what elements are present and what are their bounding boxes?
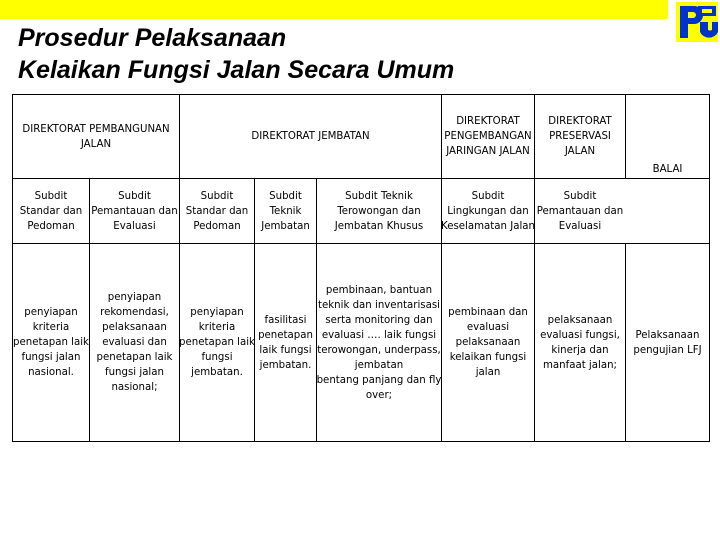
subdit-standar-pedoman-jembatan [180,179,254,243]
text-line: DIREKTORAT PEMBANGUNAN [22,123,170,135]
title-line-1: Prosedur Pelaksanaan [18,24,287,52]
text-line: bentang panjang dan fly [316,374,442,386]
text-line: DIREKTORAT JEMBATAN [251,131,370,142]
text-line: serta monitoring dan [325,314,433,326]
text-line: JALAN [80,138,112,150]
text-line: Evaluasi [558,220,602,232]
text-line: terowongan, underpass, [317,344,441,356]
text-line: penyiapan [190,307,244,318]
subdit-standar-pedoman-jalan [13,179,89,243]
task-balai [626,244,709,441]
text-line: kriteria [198,322,236,333]
task-standar-pedoman-jembatan [180,244,254,441]
table-border-right [709,94,710,442]
table-border-bottom [12,441,710,442]
task-teknik-jembatan [255,244,316,441]
text-line: Terowongan dan [337,205,421,217]
text-line: pembinaan, bantuan [325,284,433,296]
text-line: BALAI [652,163,683,175]
text-line: Pelaksanaan [635,329,700,341]
text-line: penetapan laik [96,352,173,363]
task-lingkungan-keselamatan [442,244,534,441]
text-line: jembatan. [259,359,312,371]
text-line: Jembatan Khusus [334,220,424,232]
text-line: manfaat jalan; [543,359,617,371]
text-line: Teknik [269,205,302,217]
text-line: Subdit [563,190,597,202]
text-line: Standar dan [19,205,83,217]
text-line: JALAN [564,146,596,157]
text-line: fungsi jalan [21,352,81,363]
page-title [18,22,658,86]
text-line: jembatan [354,359,404,371]
text-line: Evaluasi [113,220,156,232]
ministry-logo-icon [674,0,720,44]
text-line: DIREKTORAT [548,116,612,127]
text-line: PENGEMBANGAN [444,131,532,142]
text-line: rekomendasi, [100,307,169,318]
text-line: Subdit [471,190,505,202]
text-line: penetapan [258,329,313,341]
text-line: kriteria [32,322,70,333]
text-line: Keselamatan Jalan [441,220,535,232]
subdit-pemantauan-evaluasi-preservasi [535,179,625,243]
text-line: jalan [475,367,501,378]
task-pemantauan-evaluasi-jalan [90,244,179,441]
text-line: Subdit [269,190,302,202]
balai-label [626,160,709,178]
text-line: over; [365,389,393,401]
text-line: evaluasi …. laik fungsi [321,329,437,341]
text-line: penyiapan [107,292,162,303]
text-line: pembinaan dan [448,307,528,318]
text-line: penetapan laik [13,337,89,348]
task-pemantauan-evaluasi-preservasi [535,244,625,441]
text-line: evaluasi [466,322,510,333]
task-standar-pedoman-jalan [13,244,89,441]
text-line: fungsi [201,352,233,363]
text-line: Pedoman [193,220,241,232]
text-line: fasilitasi [264,314,307,326]
text-line: DIREKTORAT [456,116,520,127]
subdit-teknik-jembatan [255,179,316,243]
directorate-preservasi-jalan [535,95,625,178]
text-line: Standar dan [185,205,249,217]
text-line: JARINGAN JALAN [446,146,530,157]
text-line: nasional; [111,382,158,393]
top-accent-bar [0,0,668,19]
text-line: evaluasi fungsi, [540,329,620,341]
text-line: Subdit [34,190,68,202]
text-line: Subdit Teknik [345,190,413,202]
text-line: laik fungsi [259,344,312,356]
text-line: fungsi jalan [105,367,164,378]
text-line: Pemantauan dan [536,205,624,217]
text-line: penetapan laik [179,337,255,348]
text-line: pelaksanaan [455,337,521,348]
text-line: pelaksanaan [102,322,167,333]
text-line: Subdit [118,190,151,202]
text-line: nasional. [28,367,74,378]
text-line: PRESERVASI [549,131,611,142]
text-line: pelaksanaan [547,314,613,326]
text-line: Subdit [200,190,234,202]
directorate-pembangunan-jalan [13,95,179,178]
directorate-jembatan [180,95,441,178]
text-line: Pedoman [27,220,75,232]
text-line: kelaikan fungsi [449,352,527,363]
title-line-2: Kelaikan Fungsi Jalan Secara Umum [18,56,455,84]
subdit-lingkungan-keselamatan [442,179,534,243]
text-line: Jembatan [261,220,310,232]
task-teknik-terowongan [317,244,441,441]
subdit-teknik-terowongan [317,179,441,243]
text-line: pengujian LFJ [633,344,702,356]
text-line: kinerja dan [551,344,609,356]
text-line: Pemantauan dan [91,205,178,217]
directorate-pengembangan-jaringan-jalan [442,95,534,178]
text-line: Lingkungan dan [447,205,529,217]
text-line: evaluasi dan [102,337,167,348]
text-line: jembatan. [191,367,243,378]
text-line: teknik dan inventarisasi [318,299,440,311]
subdit-pemantauan-evaluasi-jalan [90,179,179,243]
text-line: penyiapan [24,307,78,318]
